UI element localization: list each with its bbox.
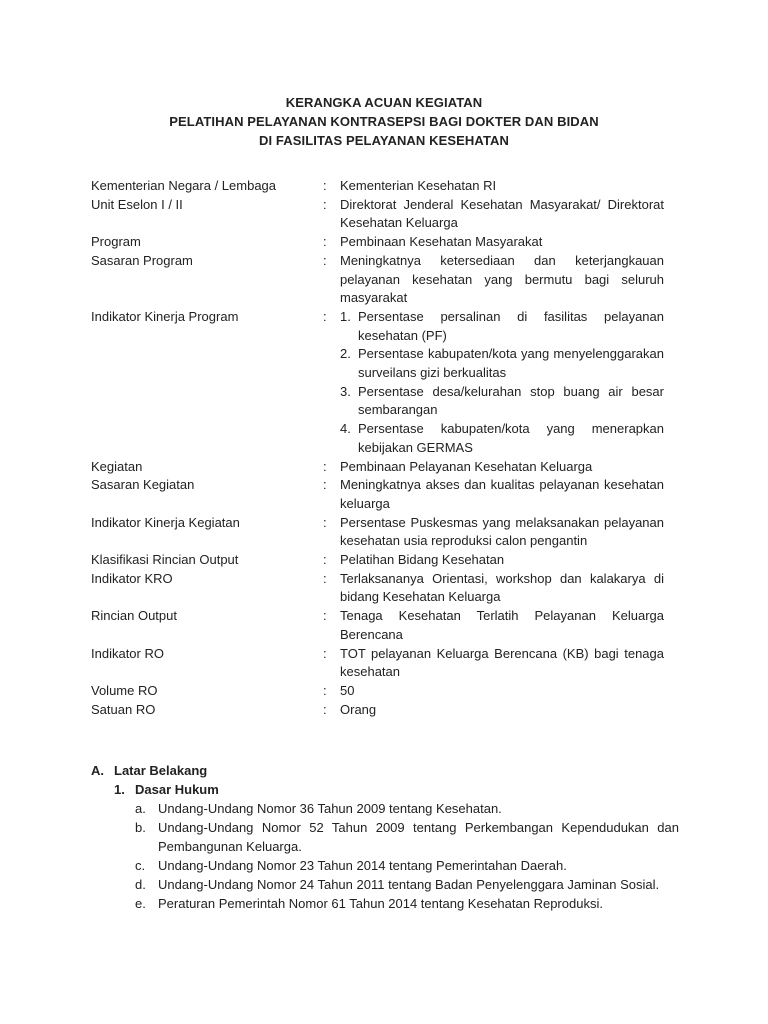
list-item [135, 799, 679, 818]
list-text: Persentase kabupaten/kota yang menyelenggarakan surveilans gizi berkualitas [358, 346, 664, 381]
list-letter: e. [135, 896, 146, 911]
info-row [91, 458, 664, 477]
row-label: Volume RO [91, 682, 158, 698]
row-value: Pembinaan Kesehatan Masyarakat [340, 234, 543, 250]
subsection-heading [114, 780, 679, 799]
row-value: Tenaga Kesehatan Terlatih Pelayanan Keluarga Berencana [340, 608, 664, 642]
row-separator: : [323, 552, 327, 568]
row-separator: : [323, 252, 327, 268]
row-label: Klasifikasi Rincian Output [91, 552, 239, 568]
info-row [91, 570, 664, 607]
list-letter: d. [135, 877, 146, 892]
row-value: Pembinaan Pelayanan Kesehatan Keluarga [340, 458, 593, 474]
row-separator: : [323, 234, 327, 250]
row-label: Program [91, 234, 141, 250]
row-value: Orang [340, 701, 377, 717]
row-separator: : [323, 608, 327, 624]
list-number: 2. [340, 346, 351, 362]
section-heading-text: Latar Belakang [114, 763, 208, 778]
row-separator: : [323, 178, 327, 193]
info-row [91, 196, 664, 233]
document-title [0, 93, 768, 150]
row-label: Satuan RO [91, 701, 156, 717]
info-row [91, 476, 664, 513]
row-separator: : [323, 477, 327, 493]
info-row [91, 701, 664, 720]
row-separator: : [323, 458, 327, 474]
list-text: Undang-Undang Nomor 52 Tahun 2009 tentang Perkembangan Kependudukan dan Pembangunan Keluarga. [158, 820, 679, 854]
list-text: Persentase kabupaten/kota yang menerapkan kebijakan GERMAS [358, 421, 664, 455]
subsection-mark: 1. [114, 782, 125, 797]
list-item [340, 420, 664, 457]
row-separator: : [323, 682, 327, 698]
info-table [91, 177, 664, 719]
row-label: Indikator Kinerja Program [91, 308, 239, 324]
row-separator: : [323, 308, 327, 324]
list-letter: a. [135, 801, 146, 816]
info-row [91, 551, 664, 570]
info-row [91, 252, 664, 308]
info-row [91, 308, 664, 458]
list-text: Persentase desa/kelurahan stop buang air besar sembarangan [358, 383, 664, 418]
list-item [135, 875, 679, 894]
row-value: Kementerian Kesehatan RI [340, 178, 497, 193]
row-label: Sasaran Program [91, 252, 193, 268]
list-item [135, 856, 679, 875]
list-text: Undang-Undang Nomor 24 Tahun 2011 tentang Badan Penyelenggara Jaminan Sosial. [158, 877, 660, 892]
row-value: Persentase Puskesmas yang melaksanakan pelayanan kesehatan usia reproduksi calon pengantin [340, 514, 664, 549]
list-letter: c. [135, 858, 146, 873]
info-row [91, 233, 664, 252]
list-text: Undang-Undang Nomor 23 Tahun 2014 tentang Pemerintahan Daerah. [158, 858, 567, 873]
list-letter: b. [135, 820, 146, 835]
list-text: Persentase persalinan di fasilitas pelayanan kesehatan (PF) [358, 308, 664, 343]
row-label: Sasaran Kegiatan [91, 477, 195, 493]
list-number: 4. [340, 421, 351, 437]
section-latar-belakang [91, 761, 679, 913]
info-row [91, 645, 664, 682]
row-label: Indikator KRO [91, 570, 173, 586]
row-separator: : [323, 570, 327, 586]
row-label: Indikator RO [91, 645, 164, 661]
list-item [340, 308, 664, 345]
row-label: Kegiatan [91, 458, 143, 474]
section-mark: A. [91, 763, 104, 778]
list-number: 3. [340, 383, 351, 399]
legal-basis-list [135, 799, 679, 913]
list-item [340, 345, 664, 382]
row-label: Rincian Output [91, 608, 177, 624]
indicator-list [340, 308, 664, 458]
row-separator: : [323, 645, 327, 661]
list-item [135, 894, 679, 913]
row-separator: : [323, 196, 327, 212]
title-line-3: DI FASILITAS PELAYANAN KESEHATAN [259, 133, 509, 148]
row-value: Terlaksananya Orientasi, workshop dan kalakarya di bidang Kesehatan Keluarga [340, 570, 664, 605]
list-item [135, 818, 679, 856]
title-line-1: KERANGKA ACUAN KEGIATAN [285, 95, 483, 110]
row-value: 50 [340, 682, 355, 698]
row-value: Meningkatnya ketersediaan dan keterjangkauan pelayanan kesehatan yang bermutu bagi seluruh masyarakat [340, 252, 664, 306]
info-row [91, 682, 664, 701]
row-value [340, 308, 664, 458]
section-heading [91, 761, 679, 780]
row-separator: : [323, 514, 327, 530]
row-separator: : [323, 701, 327, 717]
title-line-2: PELATIHAN PELAYANAN KONTRASEPSI BAGI DOKTER DAN BIDAN [169, 114, 599, 129]
list-text: Undang-Undang Nomor 36 Tahun 2009 tentang Kesehatan. [158, 801, 502, 816]
info-row [91, 177, 664, 196]
info-row [91, 607, 664, 644]
list-item [340, 383, 664, 420]
list-number: 1. [340, 308, 351, 324]
row-value: Pelatihan Bidang Kesehatan [340, 552, 505, 568]
row-value: Direktorat Jenderal Kesehatan Masyarakat/ Direktorat Kesehatan Keluarga [340, 196, 664, 231]
row-label: Kementerian Negara / Lembaga [91, 178, 277, 193]
row-value: Meningkatnya akses dan kualitas pelayanan kesehatan keluarga [340, 477, 664, 511]
row-label: Indikator Kinerja Kegiatan [91, 514, 240, 530]
info-row [91, 514, 664, 551]
list-text: Peraturan Pemerintah Nomor 61 Tahun 2014 tentang Kesehatan Reproduksi. [158, 896, 603, 911]
row-label: Unit Eselon I / II [91, 196, 183, 212]
row-value: TOT pelayanan Keluarga Berencana (KB) bagi tenaga kesehatan [340, 645, 664, 680]
subsection-heading-text: Dasar Hukum [135, 782, 219, 797]
